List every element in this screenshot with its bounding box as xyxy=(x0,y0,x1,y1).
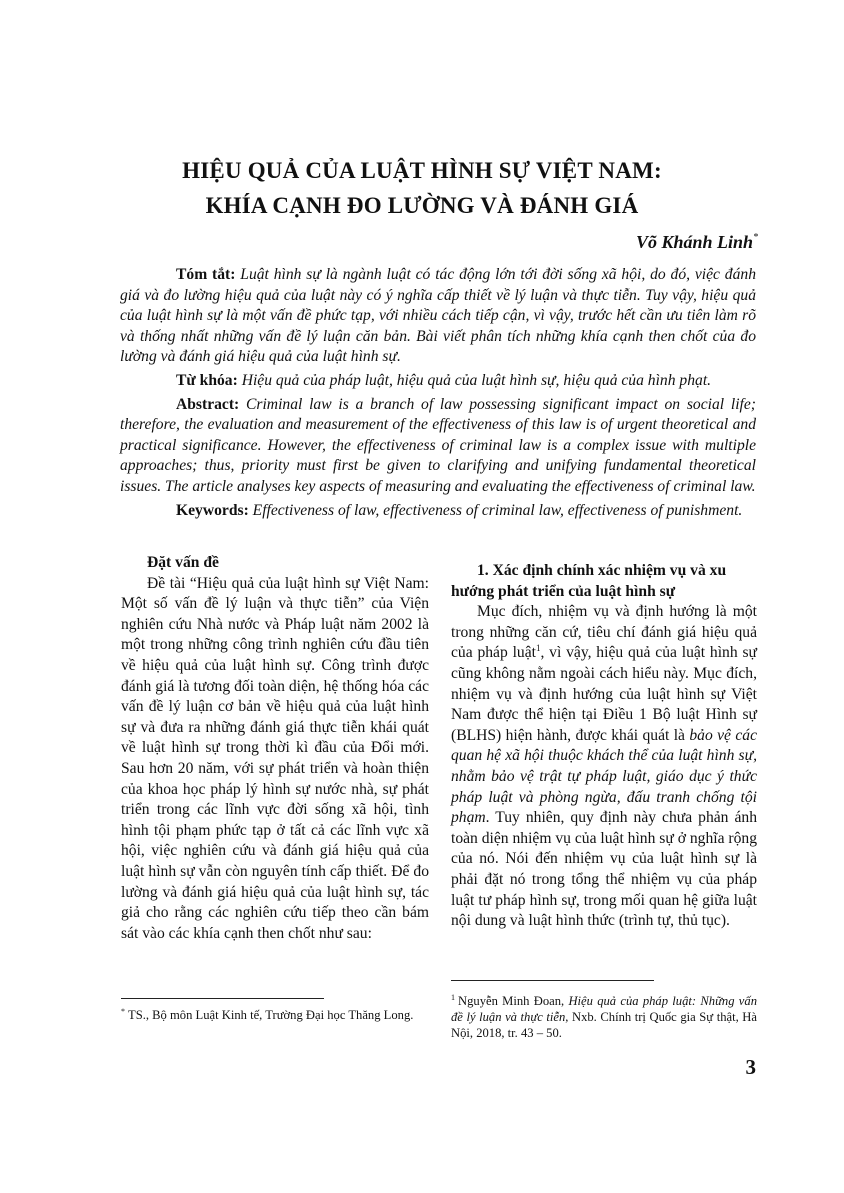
footnote-divider-left xyxy=(121,998,324,999)
keywords-en-text: Effectiveness of law, effectiveness of criminal law, effectiveness of punishment. xyxy=(252,501,743,519)
abstract-label: Abstract: xyxy=(176,395,240,413)
summary-text: Luật hình sự là ngành luật có tác động lớn tới đời sống xã hội, do đó, việc đánh giá và đo lường hiệu quả của luật này có ý nghĩa cấp thiết về lý luận và thực tiễn. Tuy vậy, hiệu quả của luật hình sự là một vấn đề phức tạp, với nhiều cách tiếp cận, vì vậy, trước hết cần ưu tiên làm rõ và thống nhất những vấn đề lý luận căn bản. Bài viết phân tích những khía cạnh then chốt của đo lường và đánh giá hiệu quả của luật hình sự. xyxy=(120,266,756,366)
footnote-author-text: TS., Bộ môn Luật Kinh tế, Trường Đại học Thăng Long. xyxy=(128,1008,414,1022)
english-abstract xyxy=(120,395,756,498)
vietnamese-keywords xyxy=(120,371,756,392)
title-line-2: KHÍA CẠNH ĐO LƯỜNG VÀ ĐÁNH GIÁ xyxy=(205,193,639,218)
section-1-text-b: , vì vậy, hiệu quả của luật hình sự cũng không nằm ngoài cách hiểu này. Mục đích, nhiệm vụ và định hướng của luật hình sự Việt Nam được thể hiện tại Điều 1 Bộ luật Hình sự (BLHS) hiện hành, được khái quát là xyxy=(451,644,757,744)
vietnamese-summary xyxy=(120,265,756,368)
author-name-text: Võ Khánh Linh xyxy=(635,232,753,252)
right-column xyxy=(451,561,757,932)
footnote-ref-1: 1 xyxy=(535,643,541,654)
summary-block xyxy=(120,265,756,524)
section-heading-intro: Đặt vấn đề xyxy=(147,554,219,571)
abstract-text: Criminal law is a branch of law possessing significant impact on social life; therefore, the evaluation and measurement of the effectiveness of this law is of urgent theoretical and practical significance. However, the effectiveness of criminal law is a complex issue with multiple approaches; thus, priority must first be given to clarifying and unifying fundamental theoretical issues. The article analyses key aspects of measuring and evaluating the effectiveness of criminal law. xyxy=(120,395,756,495)
footnote-1 xyxy=(451,990,757,1041)
keywords-vi-label: Từ khóa: xyxy=(176,371,238,389)
footnote-author-mark: * xyxy=(121,1007,125,1016)
section-1-text-italic: bảo vệ các quan hệ xã hội thuộc khách thể của luật hình sự, nhằm bảo vệ trật tự pháp luật, giáo dục ý thức pháp luật và phòng ngừa, đấu tranh chống tội phạm xyxy=(451,726,757,827)
footnote-1-mark: 1 xyxy=(451,993,455,1002)
author-footnote-mark: * xyxy=(753,232,758,243)
keywords-vi-text: Hiệu quả của pháp luật, hiệu quả của luật hình sự, hiệu quả của hình phạt. xyxy=(241,371,712,389)
title-line-1: HIỆU QUẢ CỦA LUẬT HÌNH SỰ VIỆT NAM: xyxy=(182,158,662,183)
author-name xyxy=(636,232,758,253)
page-number: 3 xyxy=(745,1055,756,1079)
keywords-en-label: Keywords: xyxy=(176,501,249,519)
left-column xyxy=(121,553,429,944)
section-1-paragraph xyxy=(451,602,757,932)
section-1-text-c: . Tuy nhiên, quy định này chưa phản ánh toàn diện nhiệm vụ của luật hình sự ở nghĩa rộng của nó. Nói đến nhiệm vụ của luật hình sự là phải đặt nó trong tổng thể nhiệm vụ của pháp luật tư pháp hình sự, trong mối quan hệ giữa luật nội dung và luật hình thức (trình tự, thủ tục). xyxy=(451,809,757,930)
summary-label: Tóm tắt: xyxy=(176,266,236,283)
section-heading-1: 1. Xác định chính xác nhiệm vụ và xu hướng phát triển của luật hình sự xyxy=(451,562,727,600)
footnote-author xyxy=(121,1004,427,1023)
footnote-1-title: Hiệu quả của pháp luật: Những vấn đề lý luận và thực tiễn xyxy=(451,994,757,1024)
section-1-text-a: Mục đích, nhiệm vụ và định hướng là một trong những căn cứ, tiêu chí đánh giá hiệu quả của pháp luật xyxy=(451,603,757,662)
english-keywords xyxy=(120,501,756,522)
footnote-1-rest: , Nxb. Chính trị Quốc gia Sự thật, Hà Nội, 2018, tr. 43 – 50. xyxy=(451,1010,757,1040)
intro-paragraph: Đề tài “Hiệu quả của luật hình sự Việt Nam: Một số vấn đề lý luận và thực tiễn” của Viện nghiên cứu Nhà nước và Pháp luật năm 2002 là một trong những công trình nghiên cứu đầu tiên về hiệu quả của luật hình sự. Công trình được đánh giá là tương đối toàn diện, hệ thống hóa các vấn đề lý luận cơ bản về hiệu quả của luật hình sự và đưa ra những đánh giá thực tiễn khái quát về luật hình sự trong thời kì đầu của Đổi mới. Sau hơn 20 năm, với sự phát triển và hoàn thiện của khoa học pháp lý hình sự nước nhà, sự phát triển trong các lĩnh vực đời sống xã hội, tình hình tội phạm phức tạp ở tất cả các lĩnh vực xã hội, việc nghiên cứu và đánh giá hiệu quả của luật hình sự vẫn còn nguyên tính cấp thiết. Để đo lường và đánh giá hiệu quả của luật hình sự, tác giả cho rằng các nghiên cứu tiếp theo cần bám sát vào các khía cạnh then chốt như sau: xyxy=(121,574,429,942)
footnote-divider-right xyxy=(451,980,654,981)
footnote-1-author: Nguyễn Minh Đoan, xyxy=(458,994,565,1008)
article-title xyxy=(90,153,754,223)
